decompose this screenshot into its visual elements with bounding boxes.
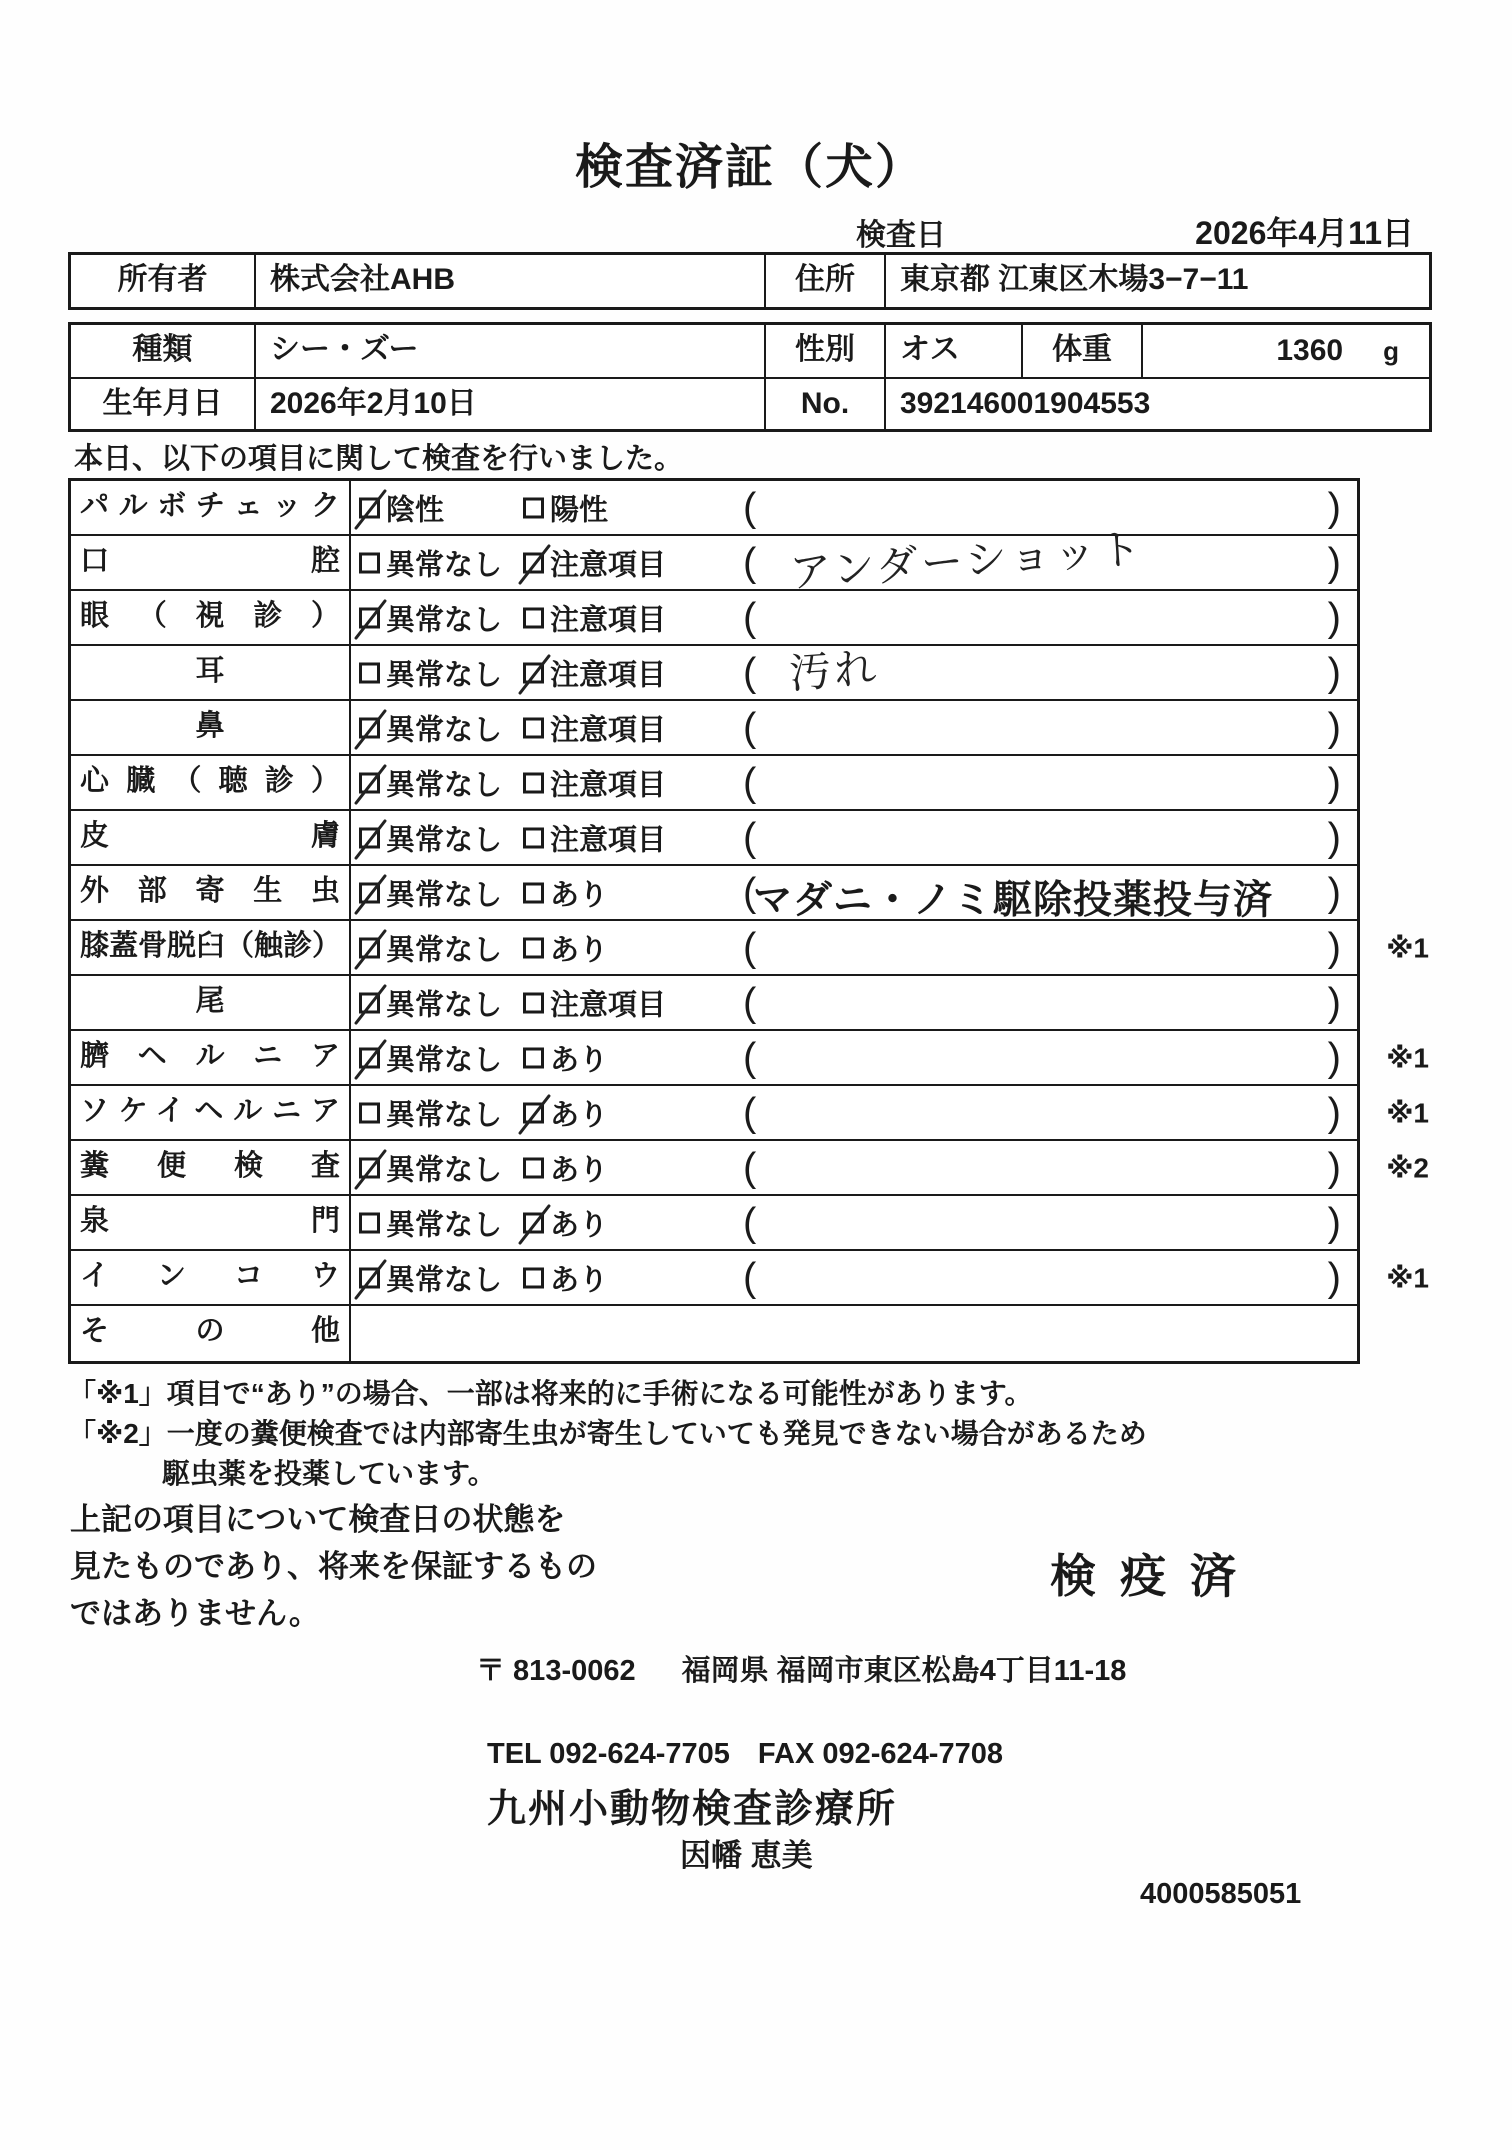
handwritten-check-mark (518, 1093, 551, 1134)
handwritten-check-mark (354, 928, 387, 969)
option-2-label: 注意項目 (550, 769, 667, 801)
footnote-mark: ※1 (1386, 1262, 1429, 1293)
open-paren: ( (743, 595, 757, 639)
option-1-label: 異常なし (386, 659, 503, 691)
item-label: インコウ (71, 1251, 351, 1304)
option-2 (523, 1202, 608, 1243)
option-2-label: 注意項目 (550, 824, 667, 856)
checkbox-icon (359, 827, 380, 848)
option-1-label: 異常なし (386, 934, 503, 966)
item-label: 尾 (71, 976, 351, 1029)
checkbox-icon (523, 937, 544, 958)
option-1 (359, 1147, 502, 1188)
option-2 (523, 542, 666, 583)
checkbox-icon (359, 717, 380, 738)
item-content (351, 1306, 1357, 1361)
option-2-label: 注意項目 (550, 989, 667, 1021)
handwritten-check-mark (354, 818, 387, 859)
checklist-row (71, 524, 1357, 597)
close-paren: ) (1327, 760, 1341, 804)
option-2-label: 陽性 (550, 494, 609, 526)
item-content (351, 811, 1357, 864)
option-2 (523, 1147, 608, 1188)
clinic-address: 福岡県 福岡市東区松島4丁目11-18 (681, 1655, 1127, 1687)
open-paren: ( (743, 650, 757, 694)
checkbox-icon (359, 772, 380, 793)
item-content (351, 921, 1357, 974)
open-paren: ( (743, 1255, 757, 1299)
open-paren: ( (743, 870, 757, 914)
option-1-label: 異常なし (386, 989, 503, 1021)
quarantine-stamp: 検疫済 (1050, 1550, 1260, 1602)
option-2-label: 注意項目 (550, 714, 667, 746)
intro-text: 本日、以下の項目に関して検査を行いました。 (74, 443, 684, 475)
item-content (351, 1141, 1357, 1194)
item-label: パルボチェック (71, 481, 351, 534)
close-paren: ) (1327, 595, 1341, 639)
checkbox-icon (359, 937, 380, 958)
checkbox-icon (523, 717, 544, 738)
item-content (351, 1031, 1357, 1084)
item-label: 糞便検査 (71, 1141, 351, 1194)
no-label: No. (766, 379, 886, 429)
checkbox-icon (523, 772, 544, 793)
option-1 (359, 762, 502, 803)
clinic-tel: TEL 092-624-7705 (487, 1738, 730, 1770)
open-paren: ( (743, 815, 757, 859)
checkbox-icon (359, 1047, 380, 1068)
option-1-label: 異常なし (386, 769, 503, 801)
item-label: 泉門 (71, 1196, 351, 1249)
item-content (351, 481, 1357, 534)
handwritten-check-mark (518, 653, 551, 694)
checkbox-icon (359, 1102, 380, 1123)
checkbox-icon (523, 662, 544, 683)
checklist-row (71, 866, 1357, 921)
open-paren: ( (743, 705, 757, 749)
weight-label: 体重 (1023, 325, 1143, 377)
checklist-table (68, 478, 1429, 1364)
handwritten-check-mark (354, 983, 387, 1024)
item-label: 外部寄生虫 (71, 866, 351, 919)
option-1 (359, 1202, 502, 1243)
open-paren: ( (743, 925, 757, 969)
option-1 (359, 1037, 502, 1078)
finding-note: マダニ・ノミ駆除投薬投与済 (753, 878, 1274, 922)
item-label: 眼（視診） (71, 591, 351, 644)
open-paren: ( (743, 1090, 757, 1134)
owner-table (68, 252, 1432, 310)
close-paren: ) (1327, 485, 1341, 529)
owner-row (71, 255, 1429, 307)
option-2 (523, 652, 666, 693)
option-2-label: あり (550, 934, 609, 966)
open-paren: ( (743, 485, 757, 529)
option-1-label: 異常なし (386, 604, 503, 636)
address-value: 東京都 江東区木場3−7−11 (900, 263, 1249, 296)
finding-note: 汚れ (787, 644, 881, 698)
handwritten-check-mark (354, 763, 387, 804)
option-2-label: あり (550, 1264, 609, 1296)
option-1-label: 異常なし (386, 1099, 503, 1131)
checklist-row (71, 701, 1357, 756)
pet-info-table (68, 322, 1432, 432)
option-2 (523, 817, 666, 858)
checkbox-icon (359, 497, 380, 518)
option-2 (523, 762, 666, 803)
close-paren: ) (1327, 650, 1341, 694)
close-paren: ) (1327, 1200, 1341, 1244)
option-2-label: 注意項目 (550, 659, 667, 691)
clinic-postal-line (476, 1648, 1126, 1689)
owner-label: 所有者 (71, 255, 256, 307)
handwritten-check-mark (354, 598, 387, 639)
checkbox-icon (359, 1212, 380, 1233)
item-content (351, 1196, 1357, 1249)
item-content (351, 866, 1357, 922)
close-paren: ) (1327, 1145, 1341, 1189)
checkbox-icon (523, 607, 544, 628)
item-content (351, 1251, 1357, 1304)
inspection-date-row (68, 206, 1432, 250)
checklist-row (71, 1251, 1429, 1306)
checkbox-icon (523, 1212, 544, 1233)
item-label: 臍ヘルニア (71, 1031, 351, 1084)
birthdate-label: 生年月日 (71, 379, 256, 429)
clinic-fax: FAX 092-624-7708 (757, 1738, 1003, 1770)
option-1-label: 異常なし (386, 549, 503, 581)
footnote-2-continued: 駆虫薬を投薬しています。 (162, 1458, 496, 1489)
inspection-date-label: 検査日 (856, 219, 946, 252)
item-label: 口腔 (71, 536, 351, 589)
item-label: 皮膚 (71, 811, 351, 864)
handwritten-check-mark (354, 1038, 387, 1079)
close-paren: ) (1327, 980, 1341, 1024)
handwritten-check-mark (354, 1148, 387, 1189)
option-1-label: 陰性 (386, 494, 445, 526)
option-2-label: あり (550, 1154, 609, 1186)
option-1-label: 異常なし (386, 1154, 503, 1186)
option-1 (359, 652, 502, 693)
open-paren: ( (743, 980, 757, 1024)
handwritten-check-mark (354, 873, 387, 914)
option-2-label: あり (550, 1209, 609, 1241)
checkbox-icon (523, 827, 544, 848)
checklist-row (71, 591, 1357, 646)
handwritten-check-mark (518, 1203, 551, 1244)
option-1-label: 異常なし (386, 824, 503, 856)
option-2-label: 注意項目 (550, 549, 667, 581)
checklist-row (71, 921, 1429, 976)
checklist-row (71, 1196, 1357, 1251)
checklist-row (71, 1031, 1429, 1086)
weight-value: 1360 (1276, 334, 1344, 367)
option-2 (523, 1092, 608, 1133)
option-1-label: 異常なし (386, 1044, 503, 1076)
checkbox-icon (523, 552, 544, 573)
checklist-row (71, 976, 1357, 1031)
option-2 (523, 872, 608, 913)
option-1 (359, 487, 444, 528)
option-1 (359, 982, 502, 1023)
handwritten-check-mark (518, 543, 551, 584)
option-1-label: 異常なし (386, 1264, 503, 1296)
option-1 (359, 817, 502, 858)
option-2 (523, 597, 666, 638)
open-paren: ( (743, 1145, 757, 1189)
handwritten-check-mark (354, 488, 387, 529)
close-paren: ) (1327, 1035, 1341, 1079)
option-1 (359, 542, 502, 583)
clinic-signer: 因幡 恵美 (680, 1838, 813, 1873)
footnote-mark: ※1 (1386, 932, 1429, 963)
item-label: その他 (71, 1306, 351, 1361)
breed-label: 種類 (71, 325, 256, 377)
sex-label: 性別 (766, 325, 886, 377)
item-label: ソケイヘルニア (71, 1086, 351, 1139)
checkbox-icon (523, 1157, 544, 1178)
checkbox-icon (523, 1047, 544, 1068)
option-2-label: あり (550, 1044, 609, 1076)
checkbox-icon (523, 882, 544, 903)
close-paren: ) (1327, 925, 1341, 969)
item-label: 鼻 (71, 701, 351, 754)
option-2 (523, 982, 666, 1023)
checkbox-icon (523, 992, 544, 1013)
handwritten-check-mark (354, 1258, 387, 1299)
checklist-row (71, 811, 1357, 866)
item-label: 膝蓋骨脱臼（触診） (71, 921, 351, 974)
close-paren: ) (1327, 1090, 1341, 1134)
checkbox-icon (359, 1157, 380, 1178)
checkbox-icon (523, 1102, 544, 1123)
disclaimer-line-2: 見たものであり、将来を保証するもの (70, 1549, 597, 1584)
item-content (351, 976, 1357, 1029)
option-1-label: 異常なし (386, 1209, 503, 1241)
option-1-label: 異常なし (386, 879, 503, 911)
owner-value: 株式会社AHB (256, 255, 766, 307)
checklist-row (71, 481, 1357, 536)
option-2-label: 注意項目 (550, 604, 667, 636)
footnote-1: 「※1」項目で“あり”の場合、一部は将来的に手術になる可能性があります。 (68, 1378, 1033, 1409)
checklist-row (71, 1086, 1429, 1141)
checkbox-icon (359, 992, 380, 1013)
option-2 (523, 487, 608, 528)
checkbox-icon (359, 662, 380, 683)
serial-number: 4000585051 (1140, 1878, 1302, 1910)
breed-value: シー・ズー (256, 325, 766, 377)
footnote-mark: ※1 (1386, 1042, 1429, 1073)
open-paren: ( (743, 760, 757, 804)
close-paren: ) (1327, 540, 1341, 584)
checkbox-icon (523, 497, 544, 518)
checklist-row (71, 646, 1357, 701)
item-content (351, 1086, 1357, 1139)
close-paren: ) (1327, 870, 1341, 914)
item-content (351, 756, 1357, 809)
option-2 (523, 1037, 608, 1078)
birthdate-value: 2026年2月10日 (256, 379, 766, 429)
sex-value: オス (886, 325, 1023, 377)
handwritten-check-mark (354, 708, 387, 749)
address-label: 住所 (766, 255, 886, 307)
page-title: 検査済証（犬） (574, 141, 925, 194)
clinic-tel-line (487, 1738, 1003, 1771)
clinic-name: 九州小動物検査診療所 (487, 1788, 898, 1831)
checklist-body (71, 481, 1429, 1361)
checkbox-icon (359, 552, 380, 573)
option-1 (359, 707, 502, 748)
checklist-row (71, 1141, 1429, 1196)
option-1 (359, 872, 502, 913)
close-paren: ) (1327, 815, 1341, 859)
item-label: 耳 (71, 646, 351, 699)
option-2-label: あり (550, 879, 609, 911)
footnote-2: 「※2」一度の糞便検査では内部寄生虫が寄生していても発見できない場合があるため (68, 1418, 1147, 1449)
disclaimer-line-3: ではありません。 (70, 1596, 320, 1631)
option-1 (359, 1257, 502, 1298)
weight-cell (1143, 325, 1429, 377)
option-1 (359, 927, 502, 968)
no-value: 392146001904553 (900, 387, 1151, 420)
item-label: 心臓（聴診） (71, 756, 351, 809)
open-paren: ( (743, 1200, 757, 1244)
item-content (351, 701, 1357, 754)
checklist-row (71, 756, 1357, 811)
clinic-postal-code: 〒 813-0062 (476, 1655, 636, 1687)
close-paren: ) (1327, 705, 1341, 749)
weight-unit: g (1383, 336, 1399, 366)
breed-row (71, 325, 1429, 377)
checkbox-icon (359, 882, 380, 903)
birthdate-row (71, 377, 1429, 429)
option-1-label: 異常なし (386, 714, 503, 746)
checkbox-icon (523, 1267, 544, 1288)
open-paren: ( (743, 1035, 757, 1079)
item-content (351, 646, 1357, 699)
option-2-label: あり (550, 1099, 609, 1131)
disclaimer-line-1: 上記の項目について検査日の状態を (70, 1502, 566, 1537)
option-1 (359, 597, 502, 638)
footnote-mark: ※2 (1386, 1152, 1429, 1183)
option-1 (359, 1092, 502, 1133)
finding-note: アンダーショット (787, 524, 1146, 597)
disclaimer-text (70, 1496, 597, 1637)
inspection-date-value: 2026年4月11日 (1195, 215, 1414, 251)
checklist-row (71, 1306, 1357, 1361)
option-2 (523, 927, 608, 968)
option-2 (523, 1257, 608, 1298)
open-paren: ( (743, 540, 757, 584)
item-content (351, 524, 1357, 597)
footnote-mark: ※1 (1386, 1097, 1429, 1128)
option-2 (523, 707, 666, 748)
checkbox-icon (359, 607, 380, 628)
close-paren: ) (1327, 1255, 1341, 1299)
checkbox-icon (359, 1267, 380, 1288)
